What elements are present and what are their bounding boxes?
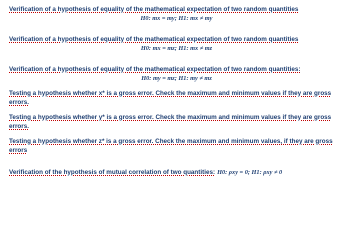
list-item	[9, 65, 344, 83]
hypothesis-formula: H0: my = mz; H1: my ≠ mz	[141, 75, 212, 82]
gross-error-link-y[interactable]: Testing a hypothesis whether y* is a gross error. Check the maximum and minimum values if they are gross errors.	[9, 114, 332, 130]
correlation-link[interactable]: Verification of the hypothesis of mutual correlation of two quantities:	[9, 169, 216, 176]
list-item	[9, 35, 344, 53]
list-item	[9, 137, 344, 155]
hypothesis-link-mx-mz[interactable]: Verification of a hypothesis of equality of the mathematical expectation of two random quantities	[9, 36, 299, 43]
hypothesis-link-mx-my[interactable]: Verification of a hypothesis of equality of the mathematical expectation of two random quantities	[9, 6, 299, 13]
list-item	[9, 89, 344, 107]
list-item	[9, 161, 344, 179]
list-item	[9, 5, 344, 23]
gross-error-link-x[interactable]: Testing a hypothesis whether x* is a gross error. Check the maximum and minimum values if they are gross errors.	[9, 90, 332, 106]
hypothesis-formula: H0: mx = my; H1: mx ≠ my	[140, 15, 213, 22]
hypothesis-formula: H0: ρxy = 0; H1: ρxy ≠ 0	[217, 169, 283, 176]
hypothesis-formula: H0: mx = mz; H1: mx ≠ mz	[140, 45, 213, 52]
hypothesis-link-my-mz[interactable]: Verification of a hypothesis of equality of the mathematical expectation of two random quantities:	[9, 66, 301, 73]
gross-error-link-z[interactable]: Testing a hypothesis whether z* is a gross error. Check the maximum and minimum values, if they are gross errors	[9, 138, 333, 154]
list-item	[9, 113, 344, 131]
